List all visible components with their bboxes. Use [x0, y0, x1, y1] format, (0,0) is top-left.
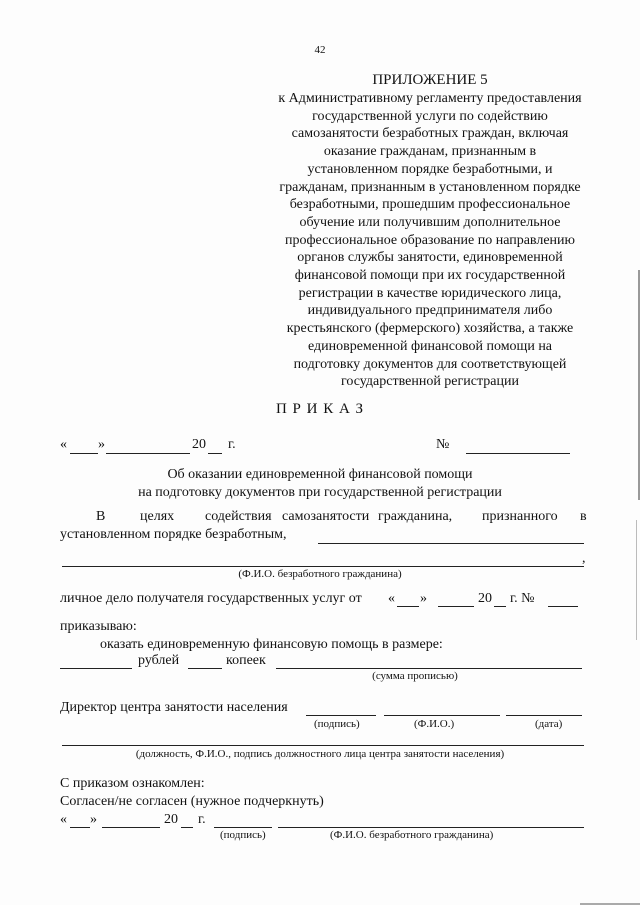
appendix-line: подготовку документов для соответствующей — [293, 356, 567, 372]
ack-month-blank[interactable] — [102, 827, 160, 828]
appendix-title: ПРИЛОЖЕНИЕ 5 — [372, 72, 488, 88]
ack-year-blank[interactable] — [181, 827, 193, 828]
year-blank[interactable] — [208, 453, 222, 454]
scan-edge-right-2 — [636, 520, 637, 640]
appendix-line: установленном порядке безработными, и — [307, 161, 553, 177]
director-fio-caption: (Ф.И.О.) — [414, 718, 455, 730]
ack-line-1: С приказом ознакомлен: — [60, 776, 205, 791]
pf-year-prefix: 20 — [478, 591, 492, 606]
pf-day-blank[interactable] — [397, 606, 419, 607]
appendix-line: государственной регистрации — [341, 374, 519, 390]
provide-text: оказать единовременную финансовую помощь в размере: — [100, 637, 443, 652]
purpose-word: содействия — [205, 509, 272, 524]
name-comma: , — [582, 551, 586, 566]
purpose-line-2: установленном порядке безработным, — [60, 527, 287, 542]
citizen-name-blank-1[interactable] — [318, 543, 584, 544]
director-fio-blank[interactable] — [384, 715, 500, 716]
appendix-line: крестьянского (фермерского) хозяйства, а также — [286, 321, 574, 337]
ack-year-prefix: 20 — [164, 812, 178, 827]
pf-number-label: г. № — [510, 591, 535, 606]
subject-line-2: на подготовку документов при государственной регистрации — [138, 485, 502, 500]
pf-month-blank[interactable] — [438, 606, 474, 607]
citizen-name-blank-2[interactable] — [62, 566, 584, 567]
appendix-line: оказание гражданам, признанным в — [323, 144, 537, 160]
appendix-line: государственной услуги по содействию — [312, 108, 548, 124]
appendix-line: к Административному регламенту предоставления — [278, 91, 582, 106]
appendix-line: регистрации в качестве юридического лица, — [298, 285, 562, 301]
appendix-line: безработными, прошедшим профессиональное — [289, 197, 571, 213]
subject-line-1: Об оказании единовременной финансовой помощи — [167, 467, 473, 482]
ack-date-open: « — [60, 812, 67, 827]
ack-fio-caption: (Ф.И.О. безработного гражданина) — [330, 829, 494, 841]
purpose-word: в — [580, 509, 587, 524]
page-number: 42 — [314, 44, 326, 56]
order-heading: П Р И К А З — [275, 401, 365, 417]
sum-caption: (сумма прописью) — [372, 670, 458, 682]
pf-close-quote: » — [420, 591, 427, 606]
ack-day-blank[interactable] — [70, 827, 90, 828]
appendix-line: финансовой помощи при их государственной — [294, 268, 566, 283]
order-verb: приказываю: — [60, 619, 137, 634]
date-close-quote: » — [98, 437, 105, 452]
pf-number-blank[interactable] — [548, 606, 578, 607]
purpose-word: признанного — [482, 509, 558, 524]
director-sign-blank[interactable] — [306, 715, 376, 716]
director-date-blank[interactable] — [506, 715, 582, 716]
appendix-line: органов службы занятости, единовременной — [297, 250, 563, 266]
kopecks-label: копеек — [226, 653, 266, 668]
appendix-line: единовременной финансовой помощи на — [307, 338, 553, 354]
day-blank[interactable] — [70, 453, 98, 454]
director-label: Директор центра занятости населения — [60, 700, 288, 715]
personal-file-label: личное дело получателя государственных услуг от — [60, 591, 362, 606]
ack-year-suffix: г. — [198, 812, 206, 827]
rubles-label: рублей — [138, 653, 180, 668]
kopecks-blank[interactable] — [188, 668, 222, 669]
ack-sign-caption: (подпись) — [220, 829, 266, 841]
appendix-line: индивидуального предпринимателя либо — [307, 303, 553, 319]
purpose-word: целях — [140, 509, 175, 524]
director-date-caption: (дата) — [535, 718, 563, 730]
ack-line-2: Согласен/не согласен (нужное подчеркнуть) — [60, 794, 324, 809]
sum-in-words-blank[interactable] — [276, 668, 582, 669]
month-blank[interactable] — [106, 453, 190, 454]
purpose-word: гражданина, — [378, 509, 453, 524]
director-sign-caption: (подпись) — [314, 718, 360, 730]
year-suffix: г. — [228, 437, 236, 452]
appendix-line: профессиональное образование по направлению — [284, 232, 576, 248]
appendix-line: гражданам, признанным в установленном порядке — [279, 179, 581, 195]
appendix-line: самозанятости безработных граждан, включая — [291, 126, 569, 142]
official-blank[interactable] — [62, 745, 584, 746]
ack-fio-blank[interactable] — [278, 827, 584, 828]
purpose-word: В — [96, 509, 106, 524]
ack-date-close: » — [90, 812, 97, 827]
fio-caption: (Ф.И.О. безработного гражданина) — [238, 568, 402, 580]
rubles-blank[interactable] — [60, 668, 132, 669]
number-sign: № — [436, 437, 450, 452]
year-prefix: 20 — [192, 437, 206, 452]
appendix-line: обучение или получившим дополнительное — [299, 214, 561, 230]
date-open-quote: « — [60, 437, 67, 452]
purpose-word: самозанятости — [282, 509, 370, 524]
pf-year-blank[interactable] — [494, 606, 506, 607]
pf-open-quote: « — [388, 591, 395, 606]
ack-sign-blank[interactable] — [214, 827, 272, 828]
official-caption: (должность, Ф.И.О., подпись должностного лица центра занятости населения) — [135, 748, 505, 760]
order-number-blank[interactable] — [466, 453, 570, 454]
